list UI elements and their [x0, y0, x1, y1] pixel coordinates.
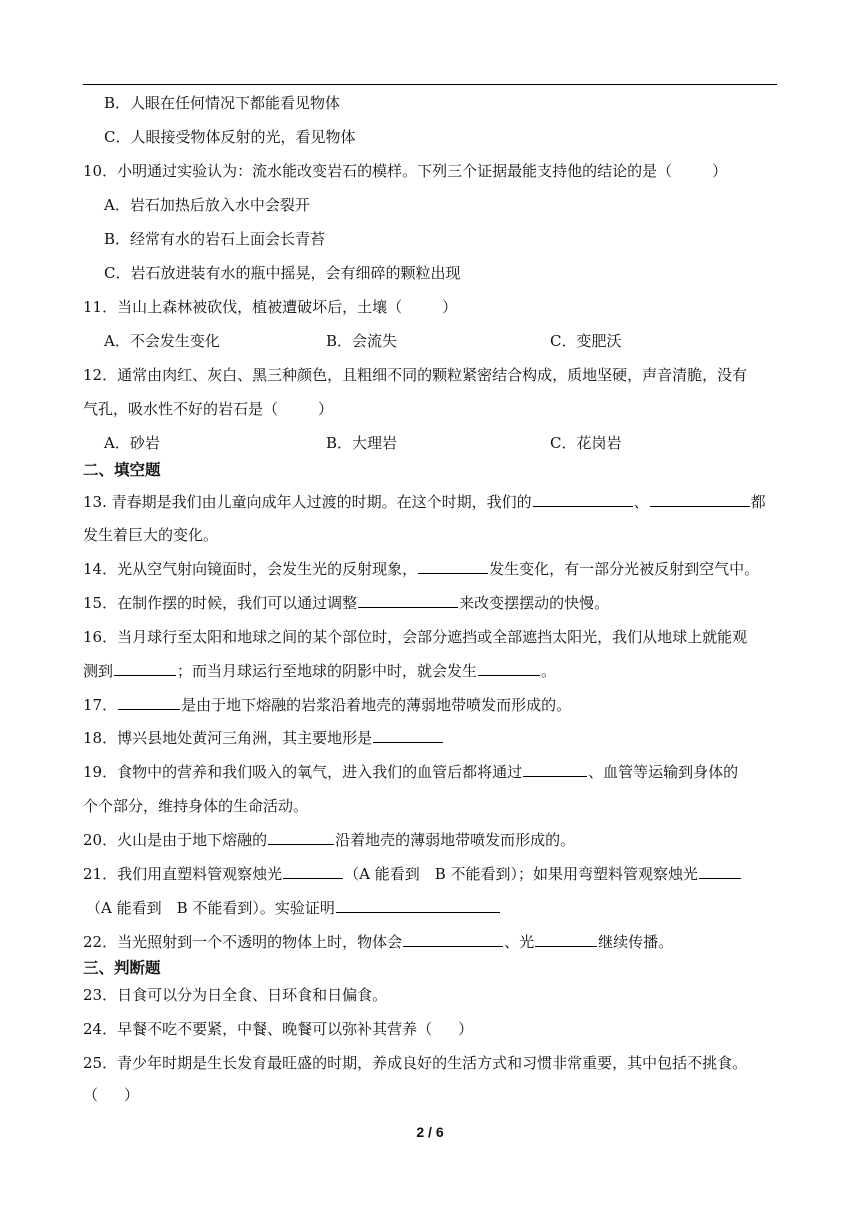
q12-close: ） — [318, 400, 334, 418]
q12-line1: 12．通常由肉红、灰白、黑三种颜色，且粗细不同的颗粒紧密结合构成，质地坚硬，声音清脆，没有 — [83, 366, 748, 384]
q14 — [83, 559, 777, 579]
answer-blank[interactable] — [336, 898, 500, 913]
answer-blank[interactable] — [283, 864, 343, 879]
q11-option-c: C．变肥沃 — [550, 332, 622, 350]
section-title-fill-in: 二、填空题 — [83, 461, 161, 479]
q17-text-2: 是由于地下熔融的岩浆沿着地壳的薄弱地带喷发而形成的。 — [181, 696, 572, 714]
q16-text-3: 。 — [541, 662, 557, 680]
q21-line2 — [86, 898, 780, 918]
q12-line2-text: 气孔，吸水性不好的岩石是（ — [83, 400, 279, 418]
q12-option-c: C．花岗岩 — [550, 434, 622, 452]
q25-line2 — [83, 1085, 777, 1105]
answer-blank[interactable] — [373, 728, 443, 743]
q19-line2: 个个部分，维持身体的生命活动。 — [83, 797, 309, 815]
q22 — [83, 932, 777, 952]
answer-blank[interactable] — [535, 932, 597, 947]
q16-text-1: 测到 — [83, 662, 114, 680]
answer-blank[interactable] — [403, 932, 503, 947]
q12-option-b: B．大理岩 — [326, 434, 398, 452]
q10-option-a: A．岩石加热后放入水中会裂开 — [104, 196, 310, 214]
q10-stem — [83, 161, 777, 181]
page-number: 2 / 6 — [416, 1124, 444, 1140]
answer-blank[interactable] — [114, 661, 176, 676]
q17 — [83, 695, 777, 715]
q19-line1 — [83, 762, 777, 782]
q24 — [83, 1019, 777, 1039]
q12-option-a: A．砂岩 — [104, 434, 160, 452]
q10-option-b: B．经常有水的岩石上面会长青苔 — [104, 230, 326, 248]
q11-options — [104, 331, 798, 351]
q9-option-b: B．人眼在任何情况下都能看见物体 — [104, 94, 341, 112]
answer-blank[interactable] — [478, 661, 540, 676]
q16-line2 — [83, 661, 777, 681]
q11-stem — [83, 297, 777, 317]
answer-blank[interactable] — [533, 492, 633, 507]
q17-text-1: 17． — [83, 696, 118, 714]
q25-line1: 25．青少年时期是生长发育最旺盛的时期，养成良好的生活方式和习惯非常重要，其中包括不挑食。 — [83, 1054, 748, 1072]
q10-option-c: C．岩石放进装有水的瓶中摇晃，会有细碎的颗粒出现 — [104, 264, 461, 282]
q21-text-1: 21．我们用直塑料管观察烛光 — [83, 865, 283, 883]
q20-text-1: 20．火山是由于地下熔融的 — [83, 831, 268, 849]
q12-line2 — [83, 399, 777, 419]
q24-text-1: 24．早餐不吃不要紧，中餐、晚餐可以弥补其营养（ — [83, 1020, 433, 1038]
answer-blank[interactable] — [523, 762, 587, 777]
q11-option-b: B．会流失 — [326, 332, 398, 350]
q16-line1: 16．当月球行至太阳和地球之间的某个部位时，会部分遮挡或全部遮挡太阳光，我们从地球上就能观 — [83, 628, 748, 646]
q13-text-2: 都 — [750, 493, 766, 511]
q20 — [83, 830, 777, 850]
q13-line2: 发生着巨大的变化。 — [83, 526, 219, 544]
q10-close: ） — [712, 162, 728, 180]
answer-blank[interactable] — [699, 864, 741, 879]
answer-blank[interactable] — [650, 492, 750, 507]
section-title-true-false: 三、判断题 — [83, 959, 161, 977]
q22-text-3: 继续传播。 — [598, 933, 674, 951]
q13-sep: 、 — [633, 493, 649, 511]
q15 — [83, 593, 777, 613]
q19-text-2: 、血管等运输到身体的 — [588, 763, 739, 781]
q15-text-1: 15．在制作摆的时候，我们可以通过调整 — [83, 594, 358, 612]
q20-text-2: 沿着地壳的薄弱地带喷发而形成的。 — [335, 831, 576, 849]
q14-text-2: 发生变化，有一部分光被反射到空气中。 — [489, 560, 760, 578]
answer-blank[interactable] — [268, 830, 334, 845]
q9-option-c: C．人眼接受物体反射的光，看见物体 — [104, 128, 356, 146]
q13-text-1: 13. 青春期是我们由儿童向成年人过渡的时期。在这个时期，我们的 — [83, 493, 532, 511]
q21-line1 — [83, 864, 777, 884]
q18-text-1: 18．博兴县地处黄河三角洲，其主要地形是 — [83, 729, 373, 747]
q18 — [83, 728, 777, 748]
header-rule — [83, 84, 777, 85]
q16-text-2: ；而当月球运行至地球的阴影中时，就会发生 — [177, 662, 478, 680]
q10-stem-text: 10．小明通过实验认为：流水能改变岩石的模样。下列三个证据最能支持他的结论的是（ — [83, 162, 673, 180]
answer-blank[interactable] — [418, 559, 488, 574]
q23: 23．日食可以分为日全食、日环食和日偏食。 — [83, 986, 388, 1004]
q11-option-a: A．不会发生变化 — [104, 332, 220, 350]
q15-text-2: 来改变摆摆动的快慢。 — [459, 594, 610, 612]
q11-stem-text: 11．当山上森林被砍伐，植被遭破坏后，土壤（ — [83, 298, 403, 316]
answer-blank[interactable] — [358, 593, 458, 608]
q19-text-1: 19．食物中的营养和我们吸入的氧气，进入我们的血管后都将通过 — [83, 763, 523, 781]
q22-text-1: 22．当光照射到一个不透明的物体上时，物体会 — [83, 933, 403, 951]
q14-text-1: 14．光从空气射向镜面时，会发生光的反射现象， — [83, 560, 418, 578]
q24-close: ） — [458, 1020, 474, 1038]
q11-close: ） — [442, 298, 458, 316]
q12-options — [104, 433, 798, 453]
q25-close: ） — [124, 1086, 140, 1104]
q21-text-3: （A 能看到 B 不能看到）。实验证明 — [86, 899, 335, 917]
q22-text-2: 、光 — [504, 933, 535, 951]
answer-blank[interactable] — [118, 695, 180, 710]
q13-line1 — [83, 492, 777, 512]
q21-text-2: （A 能看到 B 不能看到）；如果用弯塑料管观察烛光 — [344, 865, 698, 883]
q25-open: （ — [83, 1086, 99, 1104]
